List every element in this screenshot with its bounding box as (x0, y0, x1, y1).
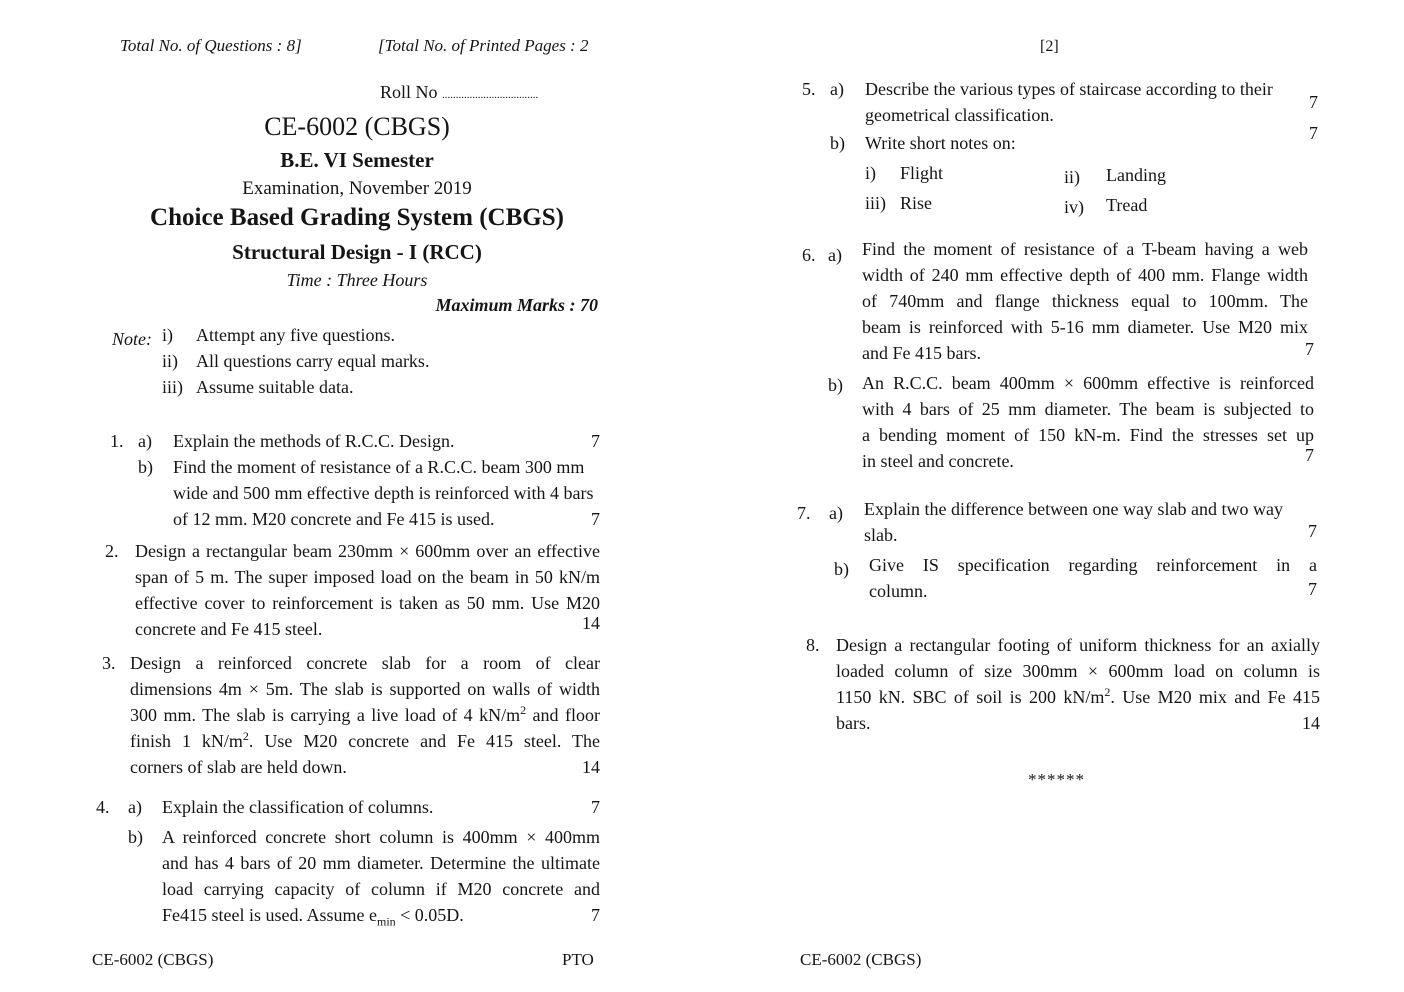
question-number: 6. (802, 245, 816, 265)
note-text: Landing (1106, 165, 1166, 185)
question-4a-text: Explain the classification of columns. (162, 797, 434, 817)
note-item: iii) Assume suitable data. (162, 377, 354, 397)
marks: 14 (582, 757, 600, 777)
marks: 7 (1309, 92, 1318, 112)
printed-pages: [Total No. of Printed Pages : 2 (378, 36, 589, 55)
part-label: b) (138, 457, 153, 477)
question-number: 7. (797, 503, 811, 523)
question-number: 3. (102, 653, 116, 673)
paper-code: CE-6002 (CBGS) (264, 112, 450, 141)
marks: 7 (1308, 579, 1317, 599)
maximum-marks: Maximum Marks : 70 (435, 295, 598, 315)
question-4 (96, 794, 600, 934)
right-page (702, 0, 1404, 992)
question-number: 8. (806, 635, 820, 655)
footer-pto: PTO (562, 950, 594, 969)
note-label: Note: (112, 329, 152, 349)
note-num: iv) (1064, 197, 1084, 217)
end-marker: ****** (1028, 770, 1085, 789)
question-8-text: Design a rectangular footing of uniform thickness for an axially loaded column of size 300mm × 600mm load on column is 1150 kN. SBC of soil is 200 $kN/m^2$. Use M20 mix and Fe 415 bars. (836, 635, 1320, 733)
marks: 7 (1308, 521, 1317, 541)
part-label: b) (828, 375, 843, 395)
marks: 7 (1305, 339, 1314, 359)
question-1b-text: Find the moment of resistance of a R.C.C. beam 300 mm wide and 500 mm effective depth is reinforced with 4 bars of 12 mm. M20 concrete and Fe 415 is used. (173, 457, 594, 529)
marks: 7 (591, 509, 600, 529)
note-item: i) Attempt any five questions. (162, 325, 395, 345)
question-7b-text: Give IS specification regarding reinforcement in a column. (869, 555, 1317, 601)
exam-time: Time : Three Hours (286, 270, 428, 290)
examination: Examination, November 2019 (242, 178, 472, 199)
roll-no-label: Roll No (380, 82, 438, 102)
question-5a-text: Describe the various types of staircase according to their geometrical classification. (865, 79, 1273, 125)
question-7 (797, 496, 1317, 606)
marks: 7 (591, 905, 600, 925)
question-7a-text: Explain the difference between one way slab and two way slab. (864, 499, 1284, 545)
question-6b-text: An R.C.C. beam 400mm × 600mm effective is reinforced with 4 bars of 25 mm diameter. The beam is subjected to a bending moment of 150 kN-m. Find the stresses set up in steel and concrete. (862, 373, 1314, 471)
part-label: a) (828, 245, 842, 265)
question-5b-text: Write short notes on: (865, 133, 1016, 153)
question-number: 4. (96, 797, 110, 817)
part-label: b) (830, 133, 845, 153)
footer-code: CE-6002 (CBGS) (92, 950, 214, 969)
note-text: Tread (1106, 195, 1148, 215)
part-label: a) (829, 503, 843, 523)
question-3-text: Design a reinforced concrete slab for a room of clear dimensions 4m × 5m. The slab is supported on walls of width 300 mm. The slab is carrying a live load of 4 $kN/m^2$ and floor finish 1 $kN/m^2$. Use M20 concrete and Fe 415 steel. The corners of slab are held down. (130, 653, 600, 777)
part-label: a) (830, 79, 844, 99)
question-number: 1. (110, 431, 124, 451)
note-text: Rise (900, 193, 933, 213)
semester: B.E. VI Semester (280, 148, 434, 172)
question-1a-text: Explain the methods of R.C.C. Design. (173, 431, 455, 451)
part-label: b) (128, 827, 143, 847)
marks: 14 (1302, 713, 1320, 733)
question-5 (802, 76, 1318, 226)
part-label: b) (834, 559, 849, 579)
question-6a-text: Find the moment of resistance of a T-beam having a web width of 240 mm effective depth of 400 mm. Flange width of 740mm and flange thickness equal to 100mm. The beam is reinforced with 5-16 mm diameter. Use M20 mix and Fe 415 bars. (862, 239, 1308, 363)
note-num: iii) (865, 193, 886, 213)
marks: 7 (591, 431, 600, 451)
marks: 7 (1309, 123, 1318, 143)
question-1 (110, 428, 600, 528)
grading-system: Choice Based Grading System (CBGS) (150, 204, 564, 231)
part-label: a) (138, 431, 152, 451)
note-text: Flight (900, 163, 944, 183)
page-number: [2] (1040, 38, 1059, 55)
roll-no-dots: ................................... (442, 89, 539, 101)
roll-no-field (380, 82, 538, 103)
question-2 (105, 538, 600, 648)
note-num: i) (865, 163, 876, 183)
question-8 (806, 632, 1320, 742)
question-number: 5. (802, 79, 816, 99)
part-label: a) (128, 797, 142, 817)
marks: 7 (1305, 445, 1314, 465)
note-num: ii) (1064, 167, 1080, 187)
question-2-text: Design a rectangular beam 230mm × 600mm over an effective span of 5 m. The super imposed load on the beam in 50 kN/m effective cover to reinforcement is taken as 50 mm. Use M20 concrete and Fe 415 steel. (135, 541, 600, 639)
question-6 (802, 236, 1314, 476)
question-number: 2. (105, 541, 119, 561)
question-3 (102, 650, 600, 785)
note-item: ii) All questions carry equal marks. (162, 351, 430, 371)
marks: 7 (591, 797, 600, 817)
subject: Structural Design - I (RCC) (232, 240, 482, 264)
total-questions: Total No. of Questions : 8] (120, 36, 302, 55)
marks: 14 (582, 613, 600, 633)
question-4b-text: A reinforced concrete short column is 400mm × 400mm and has 4 bars of 20 mm diameter. Determine the ultimate load carrying capacity of column if M20 concrete and Fe415 steel is used. Assume $e_{min} < 0.05D$. (162, 827, 600, 929)
footer-code: CE-6002 (CBGS) (800, 950, 922, 969)
